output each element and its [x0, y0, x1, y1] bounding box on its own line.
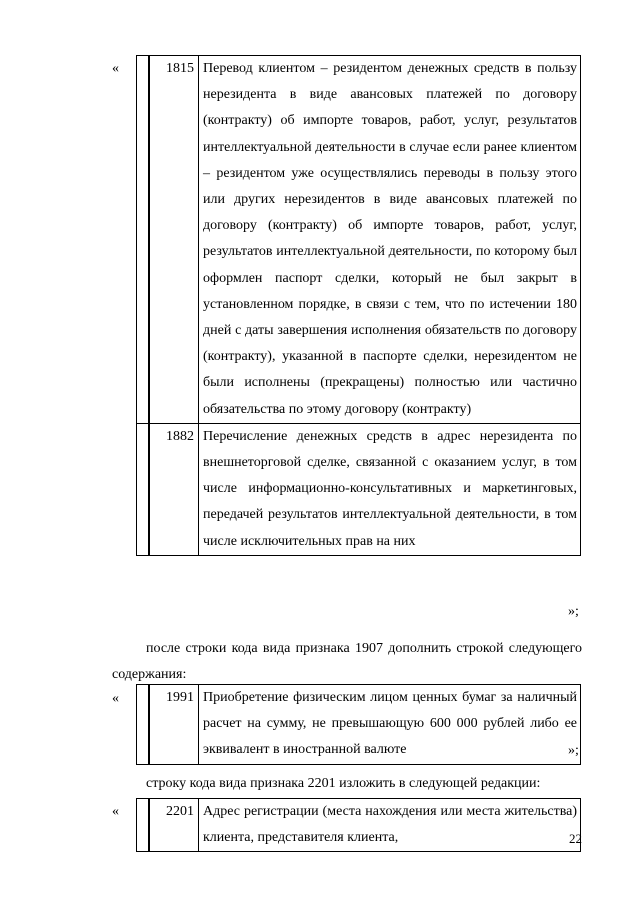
open-quote-2: « — [112, 691, 119, 706]
row-description: Адрес регистрации (места нахождения или места жительства) клиента, представителя клиента, — [199, 799, 581, 852]
close-quote-1: »; — [568, 604, 579, 619]
code-table-2 — [136, 684, 581, 765]
row-description: Приобретение физическим лицом ценных бумаг за наличный расчет на сумму, не превышающую 600 000 рублей либо ее эквивалент в иностранной валюте — [199, 685, 581, 765]
table-row — [137, 56, 581, 424]
row-code: 2201 — [149, 799, 199, 852]
row-description: Перевод клиентом – резидентом денежных средств в пользу нерезидента в виде авансовых платежей по договору (контракту) об импорте товаров, работ, услуг, результатов интеллектуальной деятельности в случае если ранее клиентом – резидентом уже осуществлялись переводы в пользу этого или других нерезидентов в виде авансовых платежей по договору (контракту) об импорте товаров, работ, услуг, результатов интеллектуальной деятельности, по которому был оформлен паспорт сделки, который не был закрыт в установленном порядке, в связи с тем, что по истечении 180 дней с даты завершения исполнения обязательств по договору (контракту), указанной в паспорте сделки, нерезидентом не были исполнены (прекращены) полностью или частично обязательства по этому договору (контракту) — [199, 56, 581, 424]
blank-cell — [137, 685, 150, 765]
open-quote-3: « — [112, 804, 119, 819]
page-number: 22 — [569, 831, 582, 846]
table-row — [137, 423, 581, 555]
open-quote-1: « — [112, 61, 119, 76]
blank-cell — [137, 423, 150, 555]
row-code: 1991 — [149, 685, 199, 765]
instruction-paragraph-2: строку кода вида признака 2201 изложить в следующей редакции: — [146, 776, 541, 791]
code-table-3 — [136, 798, 581, 852]
table-row — [137, 685, 581, 765]
close-quote-2: »; — [568, 743, 579, 758]
row-code: 1882 — [149, 423, 199, 555]
blank-cell — [137, 799, 150, 852]
table-row — [137, 799, 581, 852]
blank-cell — [137, 56, 150, 424]
code-table-1 — [136, 55, 581, 556]
instruction-paragraph-1: после строки кода вида признака 1907 дополнить строкой следующего содержания: — [112, 641, 582, 682]
row-description: Перечисление денежных средств в адрес нерезидента по внешнеторговой сделке, связанной с оказанием услуг, в том числе информационно-консультативных и маркетинговых, передачей результатов интеллектуальной деятельности, в том числе исключительных прав на них — [199, 423, 581, 555]
row-code: 1815 — [149, 56, 199, 424]
